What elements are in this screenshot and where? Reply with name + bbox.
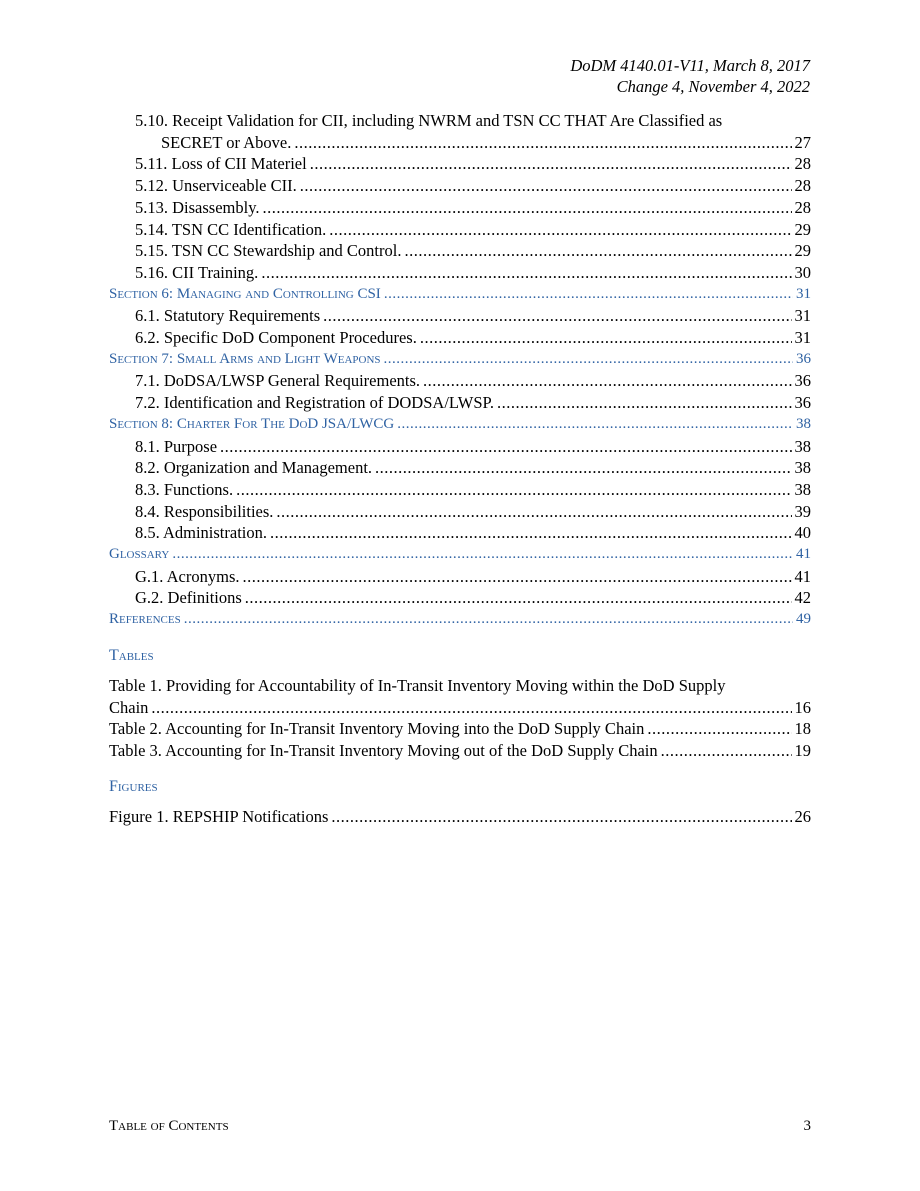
toc-entry-6-1[interactable] — [109, 305, 811, 327]
toc-entry-8-4[interactable] — [109, 501, 811, 523]
dot-leader — [310, 153, 792, 175]
dot-leader — [220, 436, 791, 458]
toc-entry-label: 6.1. Statutory Requirements — [135, 306, 321, 326]
toc-entry-5-10[interactable] — [109, 132, 811, 154]
toc-page-number: 38 — [794, 458, 811, 478]
toc-page-number: 31 — [796, 285, 811, 302]
toc-page-number: 36 — [794, 371, 811, 391]
toc-entry-label: Table 2. Accounting for In-Transit Inventory Moving into the DoD Supply Chain — [109, 719, 645, 739]
toc-entry-7-2[interactable] — [109, 392, 811, 414]
dot-leader — [263, 197, 792, 219]
toc-page-number: 31 — [794, 328, 811, 348]
toc-page-number: 38 — [794, 479, 811, 499]
toc-page-number: 41 — [796, 546, 811, 563]
dot-leader — [384, 284, 793, 306]
toc-entry-5-12[interactable] — [109, 175, 811, 197]
toc-page-number: 26 — [794, 806, 811, 826]
dot-leader — [331, 806, 791, 828]
running-header — [570, 55, 810, 97]
toc-table-1-line1[interactable]: Table 1. Providing for Accountability of In-Transit Inventory Moving within the DoD Supply — [109, 675, 726, 695]
toc-entry-label: 7.2. Identification and Registration of DODSA/LWSP. — [135, 393, 494, 413]
dot-leader — [420, 327, 792, 349]
dot-leader — [384, 349, 793, 371]
page-footer — [109, 1118, 811, 1135]
toc-entry-8-2[interactable] — [109, 457, 811, 479]
toc-figure-1[interactable] — [109, 806, 811, 828]
toc-page-number: 16 — [794, 697, 811, 717]
toc-section-label: Section 8: Charter For The DoD JSA/LWCG — [109, 415, 395, 432]
toc-page-number: 38 — [794, 436, 811, 456]
toc-page-number: 49 — [796, 611, 811, 628]
toc-page-number: 29 — [794, 219, 811, 239]
table-of-contents — [109, 110, 811, 827]
toc-section-label: References — [109, 611, 181, 628]
toc-section-6-link[interactable] — [109, 284, 811, 306]
toc-entry-g-2[interactable] — [109, 587, 811, 609]
tables-heading: Tables — [109, 646, 154, 664]
toc-entry-8-5[interactable] — [109, 522, 811, 544]
toc-table-1[interactable] — [109, 697, 811, 719]
dot-leader — [294, 132, 791, 154]
toc-entry-8-1[interactable] — [109, 436, 811, 458]
toc-entry-5-10-line1[interactable]: 5.10. Receipt Validation for CII, including NWRM and TSN CC THAT Are Classified as — [135, 111, 723, 130]
toc-page-number: 39 — [794, 501, 811, 521]
toc-entry-label: 5.12. Unserviceable CII. — [135, 176, 297, 196]
toc-page-number: 42 — [794, 588, 811, 608]
toc-entry-label: 6.2. Specific DoD Component Procedures. — [135, 328, 417, 348]
dot-leader — [647, 718, 791, 740]
toc-page-number: 36 — [794, 393, 811, 413]
dot-leader — [661, 740, 792, 762]
toc-page-number: 41 — [794, 566, 811, 586]
dot-leader — [375, 457, 791, 479]
toc-entry-label: 5.15. TSN CC Stewardship and Control. — [135, 241, 402, 261]
toc-page-number: 31 — [794, 306, 811, 326]
toc-entry-g-1[interactable] — [109, 566, 811, 588]
figures-heading: Figures — [109, 777, 158, 795]
dot-leader — [397, 414, 793, 436]
header-doc-id: DoDM 4140.01-V11, March 8, 2017 — [570, 56, 810, 75]
dot-leader — [300, 175, 792, 197]
dot-leader — [497, 392, 792, 414]
toc-entry-label: 5.14. TSN CC Identification. — [135, 219, 327, 239]
toc-page-number: 28 — [794, 176, 811, 196]
toc-references-link[interactable] — [109, 609, 811, 631]
toc-table-2[interactable] — [109, 718, 811, 740]
toc-page-number: 30 — [794, 262, 811, 282]
dot-leader — [329, 219, 791, 241]
dot-leader — [404, 240, 791, 262]
toc-entry-label: Chain — [109, 697, 149, 717]
toc-section-8-link[interactable] — [109, 414, 811, 436]
toc-glossary-link[interactable] — [109, 544, 811, 566]
toc-page-number: 40 — [794, 523, 811, 543]
toc-entry-5-14[interactable] — [109, 219, 811, 241]
dot-leader — [423, 370, 791, 392]
toc-page-number: 36 — [796, 350, 811, 367]
toc-page-number: 29 — [794, 241, 811, 261]
dot-leader — [276, 501, 791, 523]
footer-page-number: 3 — [803, 1118, 811, 1134]
toc-entry-6-2[interactable] — [109, 327, 811, 349]
header-change: Change 4, November 4, 2022 — [616, 77, 810, 96]
toc-entry-label: 8.3. Functions. — [135, 479, 234, 499]
toc-entry-label: 8.5. Administration. — [135, 523, 267, 543]
footer-section-title: Table of Contents — [109, 1118, 229, 1134]
toc-entry-label: 8.1. Purpose — [135, 436, 218, 456]
toc-section-7-link[interactable] — [109, 349, 811, 371]
toc-entry-label: 8.2. Organization and Management. — [135, 458, 373, 478]
toc-page-number: 28 — [794, 197, 811, 217]
dot-leader — [184, 609, 793, 631]
dot-leader — [270, 522, 792, 544]
toc-entry-label: 8.4. Responsibilities. — [135, 501, 274, 521]
toc-entry-label: SECRET or Above. — [161, 132, 292, 152]
toc-entry-label: 7.1. DoDSA/LWSP General Requirements. — [135, 371, 421, 391]
toc-section-label: Section 6: Managing and Controlling CSI — [109, 285, 381, 302]
toc-section-label: Section 7: Small Arms and Light Weapons — [109, 350, 381, 367]
dot-leader — [261, 262, 791, 284]
toc-entry-label: 5.11. Loss of CII Materiel — [135, 154, 307, 174]
toc-entry-5-15[interactable] — [109, 240, 811, 262]
toc-entry-8-3[interactable] — [109, 479, 811, 501]
toc-entry-5-13[interactable] — [109, 197, 811, 219]
toc-page-number: 28 — [794, 154, 811, 174]
toc-entry-5-11[interactable] — [109, 153, 811, 175]
toc-entry-label: Table 3. Accounting for In-Transit Inventory Moving out of the DoD Supply Chain — [109, 740, 658, 760]
toc-table-3[interactable] — [109, 740, 811, 762]
toc-entry-label: 5.13. Disassembly. — [135, 197, 260, 217]
dot-leader — [243, 566, 792, 588]
toc-entry-label: 5.16. CII Training. — [135, 262, 259, 282]
toc-page-number: 27 — [794, 132, 811, 152]
dot-leader — [245, 587, 792, 609]
toc-page-number: 18 — [794, 719, 811, 739]
toc-entry-label: G.1. Acronyms. — [135, 566, 240, 586]
dot-leader — [172, 544, 793, 566]
toc-entry-label: Figure 1. REPSHIP Notifications — [109, 806, 329, 826]
toc-entry-label: G.2. Definitions — [135, 588, 242, 608]
toc-entry-5-16[interactable] — [109, 262, 811, 284]
toc-entry-7-1[interactable] — [109, 370, 811, 392]
dot-leader — [236, 479, 791, 501]
dot-leader — [323, 305, 791, 327]
toc-page-number: 19 — [794, 740, 811, 760]
toc-section-label: Glossary — [109, 546, 170, 563]
dot-leader — [151, 697, 791, 719]
toc-page-number: 38 — [796, 415, 811, 432]
